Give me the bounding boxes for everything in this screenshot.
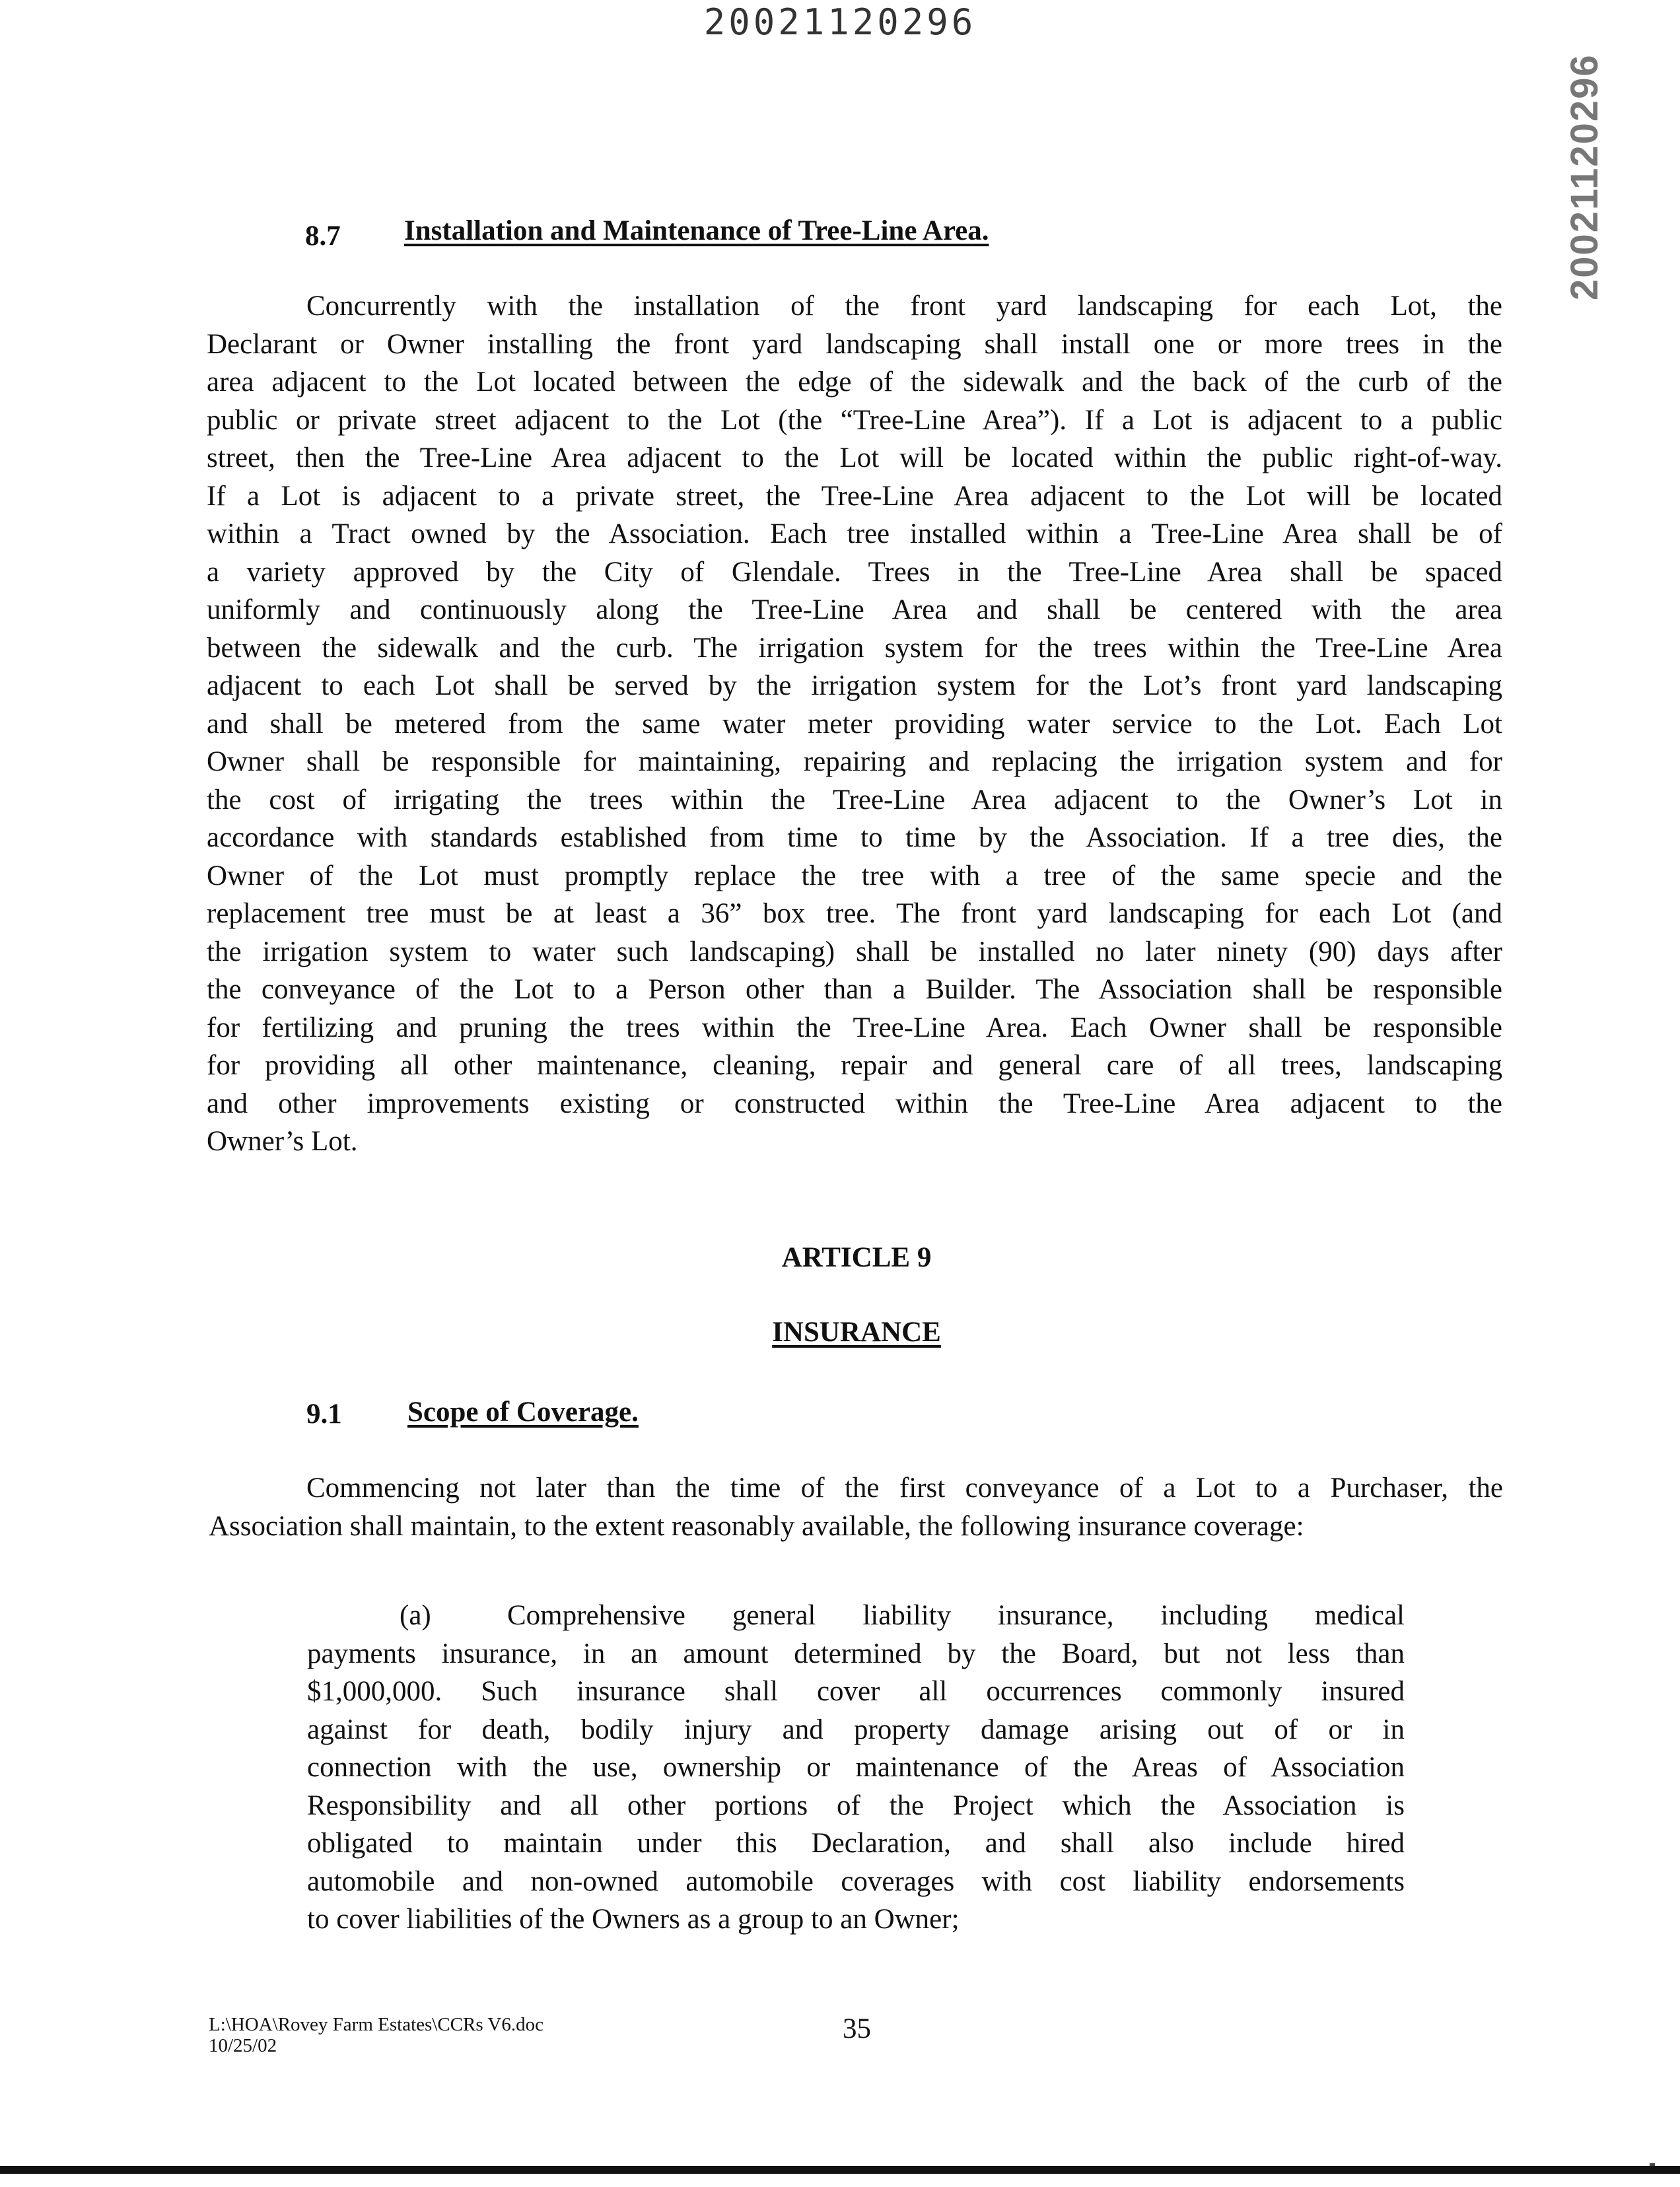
text-line: the conveyance of the Lot to a Person other than a Builder. The Association shall be responsible	[207, 974, 1502, 1005]
text-line: payments insurance, in an amount determined by the Board, but not less than	[307, 1638, 1405, 1669]
text-line: connection with the use, ownership or maintenance of the Areas of Association	[307, 1752, 1405, 1783]
text-line: between the sidewalk and the curb. The irrigation system for the trees within the Tree-Line Area	[207, 632, 1502, 664]
section-8-7-paragraph	[207, 287, 1502, 1161]
article-title: ARTICLE 9	[781, 1242, 932, 1273]
bottom-rule	[0, 2166, 1680, 2174]
text-line: obligated to maintain under this Declaration, and shall also include hired	[307, 1828, 1405, 1859]
page-number: 35	[843, 2013, 871, 2044]
text-line: to cover liabilities of the Owners as a group to an Owner;	[307, 1904, 960, 1935]
text-line: area adjacent to the Lot located between the edge of the sidewalk and the back of the curb of the	[207, 366, 1502, 398]
text-line: $1,000,000. Such insurance shall cover all occurrences commonly insured	[307, 1676, 1405, 1707]
text-line: within a Tract owned by the Association. Each tree installed within a Tree-Line Area shall be of	[207, 518, 1502, 549]
section-8-7-heading: Installation and Maintenance of Tree-Line Area.	[404, 215, 989, 246]
footer-date: 10/25/02	[209, 2035, 277, 2056]
text-line: a variety approved by the City of Glendale. Trees in the Tree-Line Area shall be spaced	[207, 556, 1502, 588]
text-line: for providing all other maintenance, cleaning, repair and general care of all trees, landscaping	[207, 1050, 1502, 1081]
footer-file-path: L:\HOA\Rovey Farm Estates\CCRs V6.doc	[209, 2014, 543, 2035]
text-line: Owner of the Lot must promptly replace the tree with a tree of the same specie and the	[207, 860, 1502, 891]
text-line: If a Lot is adjacent to a private street, the Tree-Line Area adjacent to the Lot will be located	[207, 480, 1502, 512]
scan-mark	[1650, 2163, 1655, 2166]
text-line: accordance with standards established from time to time by the Association. If a tree dies, the	[207, 822, 1502, 853]
text-line: Concurrently with the installation of the front yard landscaping for each Lot, the	[306, 291, 1502, 322]
text-line: Comprehensive general liability insurance, including medical	[507, 1600, 1405, 1631]
text-line: the irrigation system to water such landscaping) shall be installed no later ninety (90) days after	[207, 936, 1502, 967]
document-id-header: 20021120296	[703, 1, 977, 43]
text-line: Commencing not later than the time of the first conveyance of a Lot to a Purchaser, the	[306, 1473, 1503, 1504]
text-line: adjacent to each Lot shall be served by the irrigation system for the Lot’s front yard landscaping	[207, 670, 1502, 701]
item-a-text	[307, 1597, 1405, 1939]
text-line: against for death, bodily injury and property damage arising out of or in	[307, 1714, 1405, 1745]
text-line: Responsibility and all other portions of the Project which the Association is	[307, 1789, 1405, 1821]
text-line: and shall be metered from the same water meter providing water service to the Lot. Each Lot	[207, 708, 1502, 740]
section-8-7-number: 8.7	[305, 221, 341, 252]
text-line: for fertilizing and pruning the trees within the Tree-Line Area. Each Owner shall be responsible	[207, 1012, 1502, 1043]
text-line: and other improvements existing or constructed within the Tree-Line Area adjacent to the	[207, 1088, 1502, 1119]
article-subtitle	[0, 1316, 1680, 1348]
text-line: Declarant or Owner installing the front yard landscaping shall install one or more trees in the	[207, 328, 1502, 360]
text-line: uniformly and continuously along the Tree-Line Area and shall be centered with the area	[207, 594, 1502, 625]
text-line: street, then the Tree-Line Area adjacent to the Lot will be located within the public right-of-way.	[207, 442, 1502, 473]
text-line: Owner’s Lot.	[207, 1126, 358, 1157]
text-line: the cost of irrigating the trees within the Tree-Line Area adjacent to the Owner’s Lot in	[207, 784, 1502, 816]
text-line: automobile and non-owned automobile coverages with cost liability endorsements	[307, 1865, 1405, 1897]
section-9-1-number: 9.1	[306, 1399, 342, 1430]
document-id-side-stamp: 20021120296	[1563, 53, 1606, 300]
item-a-label: (a)	[400, 1600, 431, 1631]
section-9-1-paragraph	[209, 1469, 1503, 1545]
text-line: Association shall maintain, to the extent reasonably available, the following insurance coverage:	[209, 1510, 1304, 1542]
section-9-1-heading: Scope of Coverage.	[407, 1397, 639, 1428]
text-line: replacement tree must be at least a 36” box tree. The front yard landscaping for each Lot (and	[207, 898, 1502, 929]
text-line: public or private street adjacent to the Lot (the “Tree-Line Area”). If a Lot is adjacent to a public	[207, 404, 1502, 436]
article-subtitle-text: INSURANCE	[772, 1317, 941, 1348]
text-line: Owner shall be responsible for maintaining, repairing and replacing the irrigation system and for	[207, 746, 1502, 777]
